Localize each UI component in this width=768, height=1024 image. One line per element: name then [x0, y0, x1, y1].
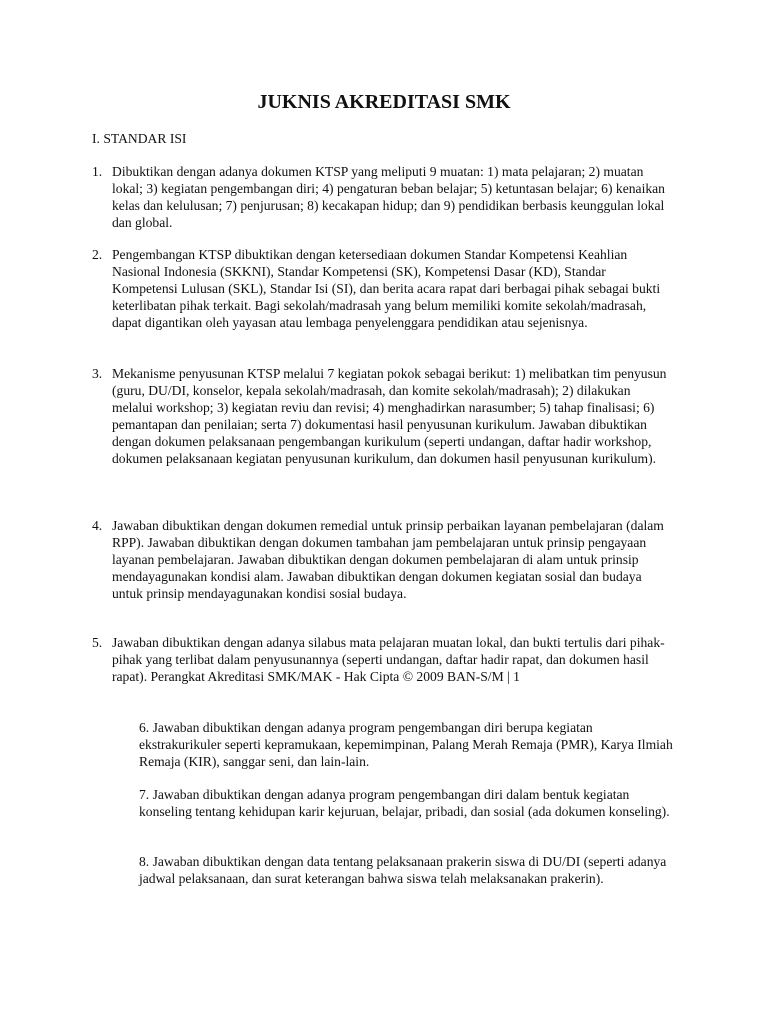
numbered-item-3 — [92, 365, 674, 467]
item-text: Dibuktikan dengan adanya dokumen KTSP yang meliputi 9 muatan: 1) mata pelajaran; 2) muatan lokal; 3) kegiatan pengembangan diri; 4) pengaturan beban belajar; 5) ketuntasan belajar; 6) kenaikan kelas dan kelulusan; 7) penjurusan; 8) kecakapan hidup; dan 9) pendidikan berbasis keunggulan lokal dan global. — [112, 164, 665, 230]
numbered-item-5 — [92, 634, 674, 685]
numbered-item-1 — [92, 163, 674, 231]
item-text: Jawaban dibuktikan dengan dokumen remedial untuk prinsip perbaikan layanan pembelajaran (dalam RPP). Jawaban dibuktikan dengan dokumen tambahan jam pembelajaran untuk prinsip pengayaan layanan pembelajaran. Jawaban dibuktikan dengan dokumen pembelajaran di alam untuk prinsip mendayagunakan kondisi alam. Jawaban dibuktikan dengan dokumen kegiatan sosial dan budaya untuk prinsip mendayagunakan kondisi sosial budaya. — [112, 518, 664, 601]
item-text: Jawaban dibuktikan dengan adanya silabus mata pelajaran muatan lokal, dan bukti tertulis dari pihak-pihak yang terlibat dalam penyusunannya (seperti undangan, daftar hadir rapat, dan dokumen hasil rapat). Perangkat Akreditasi SMK/MAK - Hak Cipta © 2009 BAN-S/M | 1 — [112, 635, 665, 684]
item-number: 2. — [92, 247, 103, 262]
item-number: 3. — [92, 366, 103, 381]
numbered-item-4 — [92, 517, 674, 602]
item-text: Pengembangan KTSP dibuktikan dengan ketersediaan dokumen Standar Kompetensi Keahlian Nasional Indonesia (SKKNI), Standar Kompetensi (SK), Kompetensi Dasar (KD), Standar Kompetensi Lulusan (SKL), Standar Isi (SI), dan berita acara rapat dari berbagai pihak sebagai bukti keterlibatan pihak terkait. Bagi sekolah/madrasah yang belum memiliki komite sekolah/madrasah, dapat digantikan oleh yayasan atau lembaga penyelenggara pendidikan atau sejenisnya. — [112, 247, 661, 330]
indented-item-7: 7. Jawaban dibuktikan dengan adanya program pengembangan diri dalam bentuk kegiatan konseling tentang kehidupan karir kejuruan, belajar, pribadi, dan sosial (ada dokumen konseling). — [139, 787, 670, 819]
item-number: 5. — [92, 635, 103, 650]
indented-item-6: 6. Jawaban dibuktikan dengan adanya program pengembangan diri berupa kegiatan ekstrakurikuler seperti kepramukaan, kepemimpinan, Palang Merah Remaja (PMR), Karya Ilmiah Remaja (KIR), sanggar seni, dan lain-lain. — [139, 720, 673, 769]
item-text: Mekanisme penyusunan KTSP melalui 7 kegiatan pokok sebagai berikut: 1) melibatkan tim penyusun (guru, DU/DI, konselor, kepala sekolah/madrasah, dan komite sekolah/madrasah); 2) dilakukan melalui workshop; 3) kegiatan reviu dan revisi; 4) menghadirkan narasumber; 5) tahap finalisasi; 6) pemantapan dan penilaian; serta 7) dokumentasi hasil penyusunan kurikulum. Jawaban dibuktikan dengan dokumen pelaksanaan pengembangan kurikulum (seperti undangan, daftar hadir workshop, dokumen pelaksanaan kegiatan penyusunan kurikulum, dan dokumen hasil penyusunan kurikulum). — [112, 366, 667, 466]
item-number: 1. — [92, 164, 103, 179]
item-number: 4. — [92, 518, 103, 533]
indented-item-8: 8. Jawaban dibuktikan dengan data tentang pelaksanaan prakerin siswa di DU/DI (seperti adanya jadwal pelaksanaan, dan surat keterangan bahwa siswa telah melaksanakan prakerin). — [139, 854, 667, 886]
document-title: JUKNIS AKREDITASI SMK — [257, 91, 511, 113]
numbered-item-2 — [92, 246, 674, 331]
section-heading: I. STANDAR ISI — [92, 131, 187, 146]
